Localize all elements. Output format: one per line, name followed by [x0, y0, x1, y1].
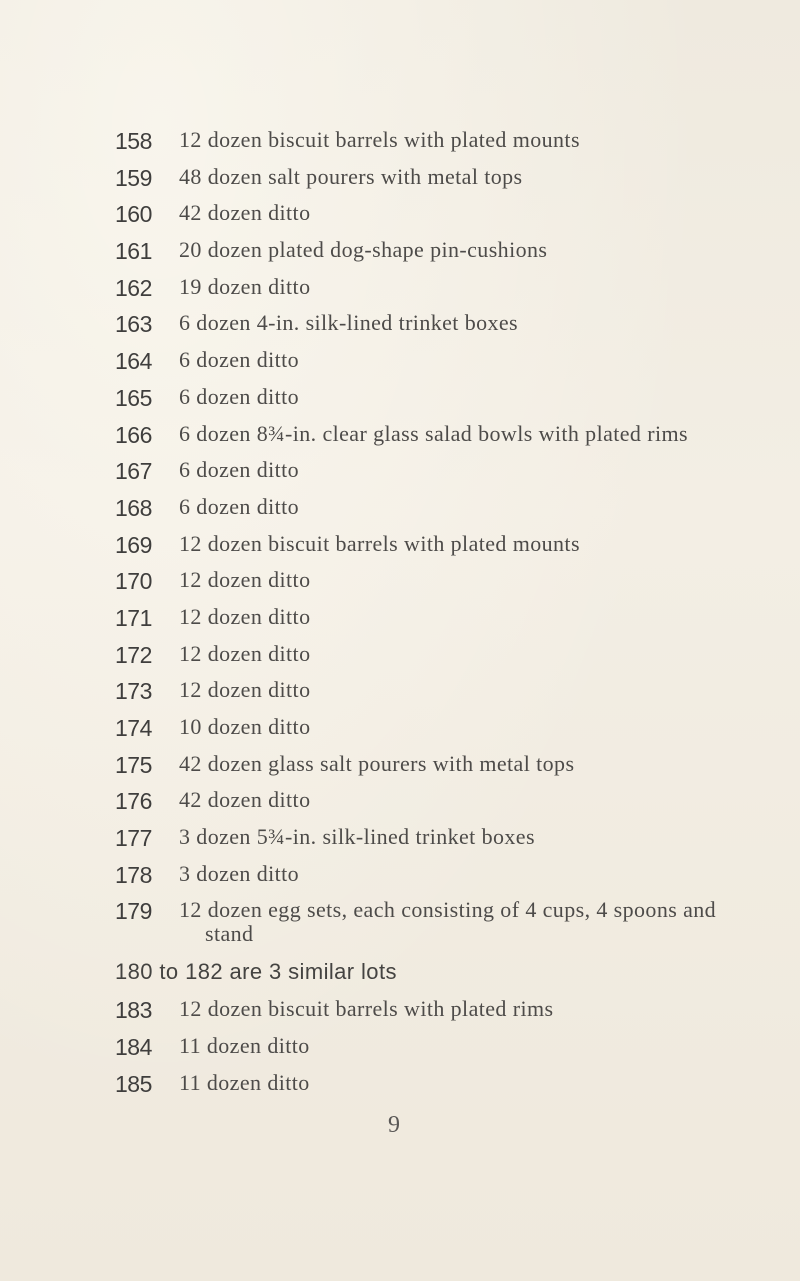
lot-description: 20 dozen plated dog-shape pin-cushions: [179, 237, 548, 263]
lot-description: 6 dozen ditto: [179, 383, 300, 409]
lot-description: 6 dozen ditto: [179, 493, 300, 519]
lot-row: [0, 862, 800, 899]
lot-row: [0, 201, 800, 238]
lot-row: [0, 788, 800, 825]
lot-row: [0, 605, 800, 642]
lot-number: 169: [115, 531, 152, 558]
lot-description: 12 dozen ditto: [179, 603, 311, 629]
lot-number: 173: [115, 678, 152, 705]
lot-number: 172: [115, 641, 152, 668]
lot-description: 42 dozen ditto: [179, 787, 311, 813]
lot-number: 183: [115, 997, 152, 1024]
lot-description: 12 dozen ditto: [179, 640, 311, 666]
lot-row: [0, 568, 800, 605]
lot-number: 161: [115, 238, 152, 265]
page-number: 9: [388, 1112, 400, 1138]
lot-row: [0, 1071, 800, 1108]
lot-number: 170: [115, 568, 152, 595]
lot-description-continuation: stand: [205, 921, 254, 947]
lot-description: 12 dozen biscuit barrels with plated rims: [179, 996, 554, 1022]
lot-description: 19 dozen ditto: [179, 273, 311, 299]
lot-number: 165: [115, 384, 152, 411]
lot-description: 6 dozen ditto: [179, 457, 300, 483]
lot-description: 6 dozen 4-in. silk-lined trinket boxes: [179, 310, 519, 336]
lot-description-line: 12 dozen egg sets, each consisting of 4 cups, 4 spoons and: [179, 897, 717, 923]
lot-description: 12 dozen ditto: [179, 677, 311, 703]
lot-description: 6 dozen ditto: [179, 347, 300, 373]
lot-description: 3 dozen 5¾-in. silk-lined trinket boxes: [179, 824, 535, 850]
lot-row: [0, 678, 800, 715]
lot-row: [0, 898, 800, 960]
lot-number: 168: [115, 494, 152, 521]
lot-row: [0, 128, 800, 165]
lot-description: 12 dozen ditto: [179, 567, 311, 593]
lot-number: 159: [115, 164, 152, 191]
lot-row: [0, 825, 800, 862]
lot-number: 177: [115, 825, 152, 852]
lot-row: [0, 495, 800, 532]
lot-row: [0, 311, 800, 348]
lot-row: [0, 422, 800, 459]
lot-number: 164: [115, 348, 152, 375]
lot-number: 174: [115, 715, 152, 741]
lot-row: [0, 715, 800, 752]
lot-row: [0, 165, 800, 202]
lot-number: 171: [115, 604, 152, 631]
lot-row: [0, 532, 800, 569]
lot-description: 48 dozen salt pourers with metal tops: [179, 163, 523, 189]
lot-number: 166: [115, 421, 152, 448]
lot-number: 178: [115, 861, 152, 888]
lot-number: 175: [115, 751, 152, 778]
lot-description: 42 dozen ditto: [179, 200, 311, 226]
lot-description: 42 dozen glass salt pourers with metal tops: [179, 750, 575, 776]
lot-description: 10 dozen ditto: [179, 714, 311, 739]
lot-number: 163: [115, 311, 152, 338]
lot-description: 12 dozen biscuit barrels with plated mounts: [179, 127, 580, 152]
lot-number: 185: [115, 1070, 152, 1097]
lot-description: 6 dozen 8¾-in. clear glass salad bowls with plated rims: [179, 420, 688, 446]
lot-description: 12 dozen biscuit barrels with plated mounts: [179, 530, 580, 556]
lot-number: 184: [115, 1034, 152, 1061]
lot-row: [0, 238, 800, 275]
lot-number: 179: [115, 898, 152, 925]
lot-description: [179, 898, 779, 946]
lot-row: [0, 348, 800, 385]
lot-number: 176: [115, 788, 152, 815]
lot-number: 167: [115, 458, 152, 485]
lot-row: [0, 997, 800, 1034]
lot-row: [0, 275, 800, 312]
lot-number: 160: [115, 201, 152, 228]
lot-description: 11 dozen ditto: [179, 1069, 310, 1095]
lot-row: [0, 458, 800, 495]
lot-row: [0, 642, 800, 679]
lot-row: [0, 385, 800, 422]
lot-description: 3 dozen ditto: [179, 860, 300, 886]
lot-row: [0, 752, 800, 789]
lot-list: [0, 128, 800, 1108]
lot-number: 158: [115, 128, 152, 154]
lot-row: [0, 1034, 800, 1071]
lot-description: 11 dozen ditto: [179, 1033, 310, 1059]
lot-number: 162: [115, 274, 152, 301]
range-note-row: [0, 960, 800, 997]
range-note: 180 to 182 are 3 similar lots: [115, 959, 397, 985]
